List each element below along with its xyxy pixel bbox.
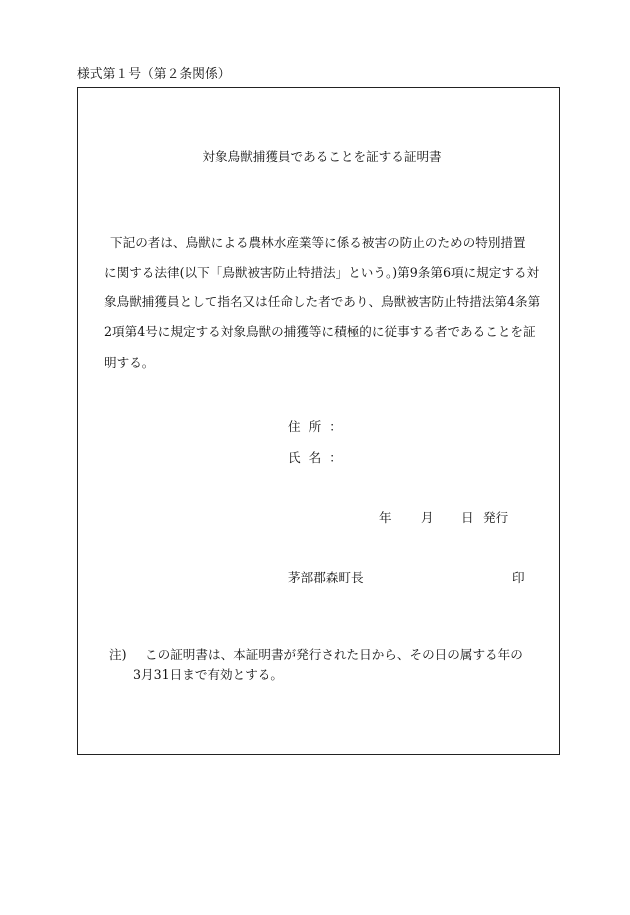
address-label: 住 所 ：	[288, 419, 344, 434]
issue-year-label: 年	[379, 510, 392, 525]
form-number-label: 様式第１号（第２条関係）	[77, 67, 231, 82]
certificate-title: 対象鳥獣捕獲員であることを証する証明書	[202, 149, 442, 164]
note-text-line: 3月31日まで有効とする。	[133, 667, 283, 682]
seal-mark: 印	[512, 570, 525, 585]
body-text-line: に関する法律(以下「鳥獣被害防止特措法」という。)第9条第6項に規定する対	[104, 265, 540, 280]
issued-label: 発行	[483, 510, 509, 525]
name-label: 氏 名 ：	[288, 450, 344, 465]
note-marker: 注)	[109, 647, 127, 662]
note-text-line: この証明書は、本証明書が発行された日から、その日の属する年の	[145, 647, 523, 662]
issue-day-label: 日	[461, 510, 474, 525]
body-text-line: 下記の者は、鳥獣による農林水産業等に係る被害の防止のための特別措置	[110, 235, 526, 250]
issue-month-label: 月	[421, 510, 434, 525]
issuer-title: 茅部郡森町長	[288, 570, 364, 585]
body-text-line: 象鳥獣捕獲員として指名又は任命した者であり、鳥獣被害防止特措法第4条第	[104, 294, 541, 309]
body-text-line: 2項第4号に規定する対象鳥獣の捕獲等に積極的に従事する者であることを証	[104, 324, 536, 339]
body-text-line: 明する。	[104, 355, 155, 370]
